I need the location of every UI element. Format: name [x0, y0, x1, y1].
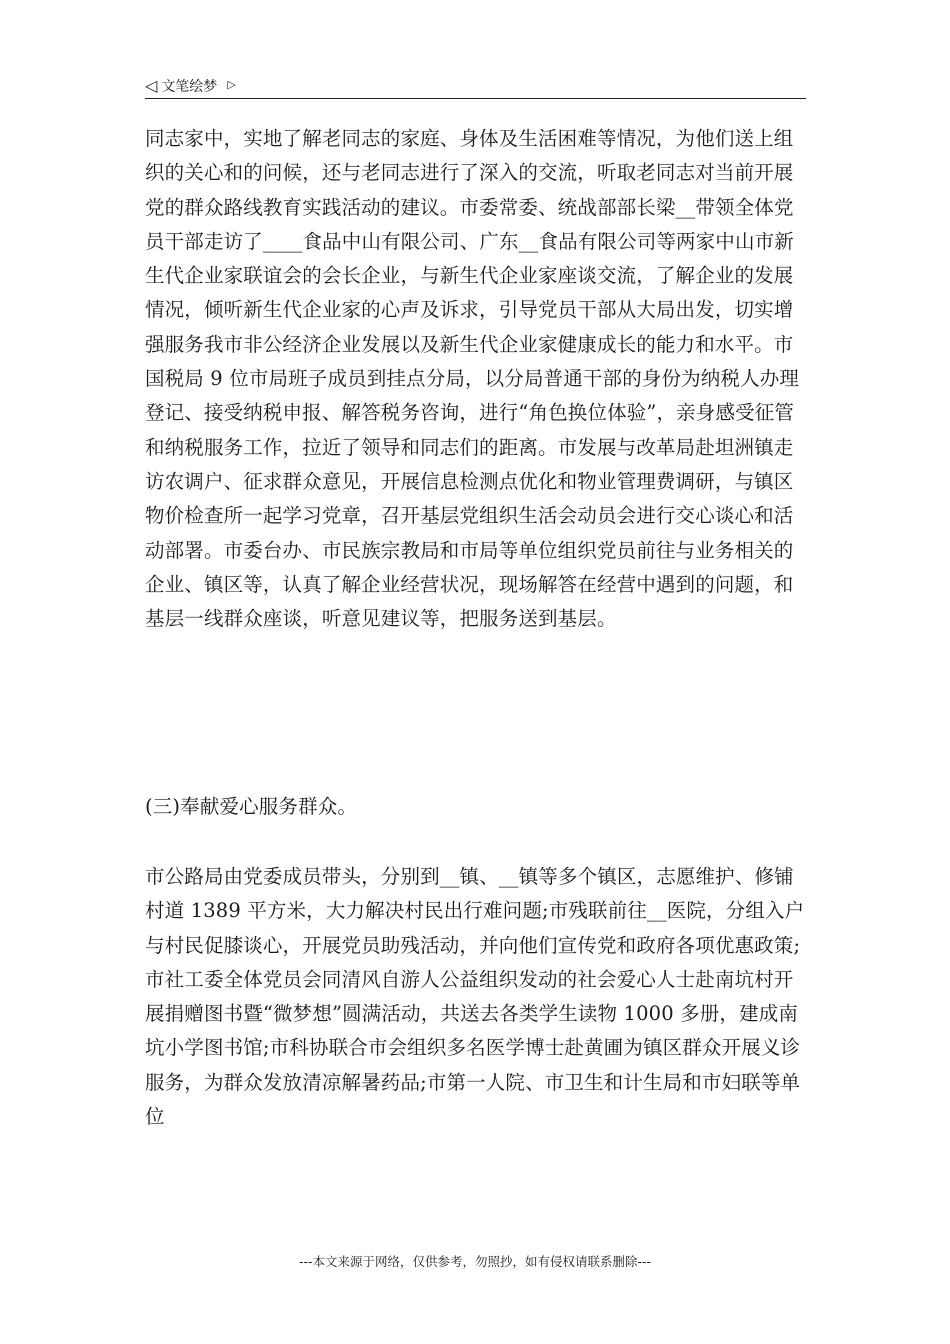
footer-disclaimer: ---本文来源于网络，仅供参考，勿照抄，如有侵权请联系删除--- [298, 1254, 652, 1269]
right-triangle-icon: ▷ [227, 77, 236, 91]
section-heading: (三)奉献爱心服务群众。 [145, 795, 358, 818]
left-triangle-icon: ◁ [145, 76, 158, 95]
body-paragraph-2: 市公路局由党委成员带头，分别到__镇、__镇等多个镇区，志愿维护、修铺村道 1389 平方米，大力解决村民出行难问题;市残联前往__医院，分组入户与村民促膝谈心，开展党员助残活动，并向他们宣传党和政府各项优惠政策;市社工委全体党员会同清风自游人公益组织发动的社会爱心人士赴南坑村开展捐赠图书暨“微梦想”圆满活动，共送去各类学生读物 1000 多册，建成南坑小学图书馆;市科协联合市会组织多名医学博士赴黄圃为镇区群众开展义诊服务，为群众发放清凉解暑药品;市第一人院、市卫生和计生局和市妇联等单位 [145, 865, 805, 1129]
header-title: 文笔绘梦 [161, 79, 218, 95]
document-header [145, 74, 806, 99]
body-paragraph-1: 同志家中，实地了解老同志的家庭、身体及生活困难等情况，为他们送上组织的关心和的问候，还与老同志进行了深入的交流，听取老同志对当前开展党的群众路线教育实践活动的建议。市委常委、统战部部长梁__带领全体党员干部走访了____食品中山有限公司、广东__食品有限公司等两家中山市新生代企业家联谊会的会长企业，与新生代企业家座谈交流，了解企业的发展情况，倾听新生代企业家的心声及诉求，引导党员干部从大局出发，切实增强服务我市非公经济企业发展以及新生代企业家健康成长的能力和水平。市国税局 9 位市局班子成员到挂点分局，以分局普通干部的身份为纳税人办理登记、接受纳税申报、解答税务咨询，进行“角色换位体验”，亲身感受征管和纳税服务工作，拉近了领导和同志们的距离。市发展与改革局赴坦洲镇走访农调户、征求群众意见，开展信息检测点优化和物业管理费调研，与镇区物价检查所一起学习党章，召开基层党组织生活会动员会进行交心谈心和活动部署。市委台办、市民族宗教局和市局等单位组织党员前往与业务相关的企业、镇区等，认真了解企业经营状况，现场解答在经营中遇到的问题，和基层一线群众座谈，听意见建议等，把服务送到基层。 [145, 127, 800, 631]
